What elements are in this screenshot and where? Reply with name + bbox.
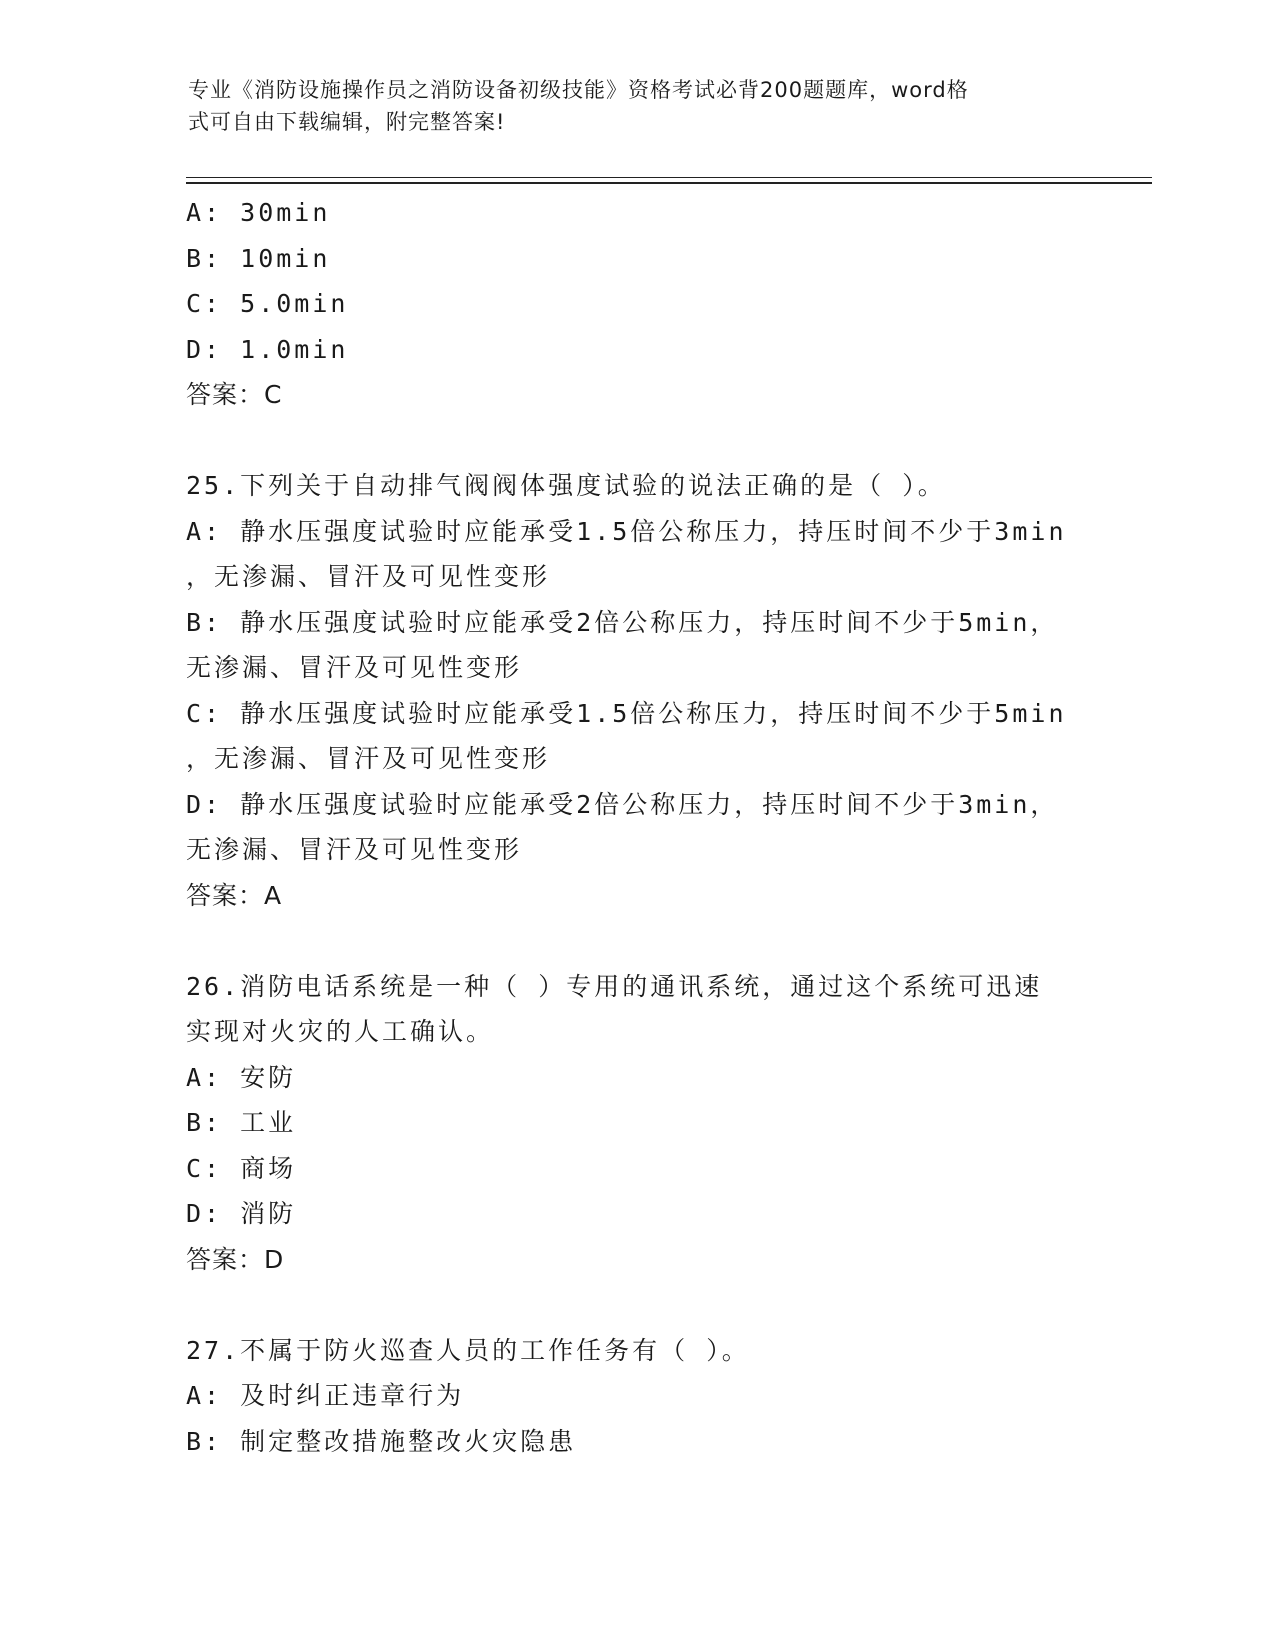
question-text: 25.下列关于自动排气阀阀体强度试验的说法正确的是（ ）。 bbox=[186, 471, 946, 500]
option-b-continued: 无渗漏、冒汗及可见性变形 bbox=[186, 653, 523, 682]
option-c-continued: ，无渗漏、冒汗及可见性变形 bbox=[186, 744, 551, 773]
option-b: B: 工业 bbox=[186, 1108, 297, 1137]
header-divider-thin bbox=[186, 177, 1152, 178]
option-d: D: 1.0min bbox=[186, 334, 349, 364]
option-d-continued: 无渗漏、冒汗及可见性变形 bbox=[186, 835, 523, 864]
header-line-2: 式可自由下载编辑，附完整答案! bbox=[188, 110, 506, 134]
option-a: A: 静水压强度试验时应能承受1.5倍公称压力，持压时间不少于3min bbox=[186, 516, 1067, 546]
option-b: B: 10min bbox=[186, 243, 331, 273]
answer-line: 答案：C bbox=[186, 380, 283, 409]
question-text: 26.消防电话系统是一种（ ）专用的通讯系统，通过这个系统可迅速 bbox=[186, 971, 1043, 1001]
question-text-continued: 实现对火灾的人工确认。 bbox=[186, 1017, 495, 1046]
option-b: B: 制定整改措施整改火灾隐患 bbox=[186, 1426, 577, 1456]
option-c: C: 静水压强度试验时应能承受1.5倍公称压力，持压时间不少于5min bbox=[186, 698, 1067, 728]
document-header bbox=[188, 74, 1068, 138]
option-c: C: 商场 bbox=[186, 1153, 297, 1183]
question-list bbox=[186, 190, 1086, 1464]
option-c: C: 5.0min bbox=[186, 289, 349, 318]
option-d: D: 消防 bbox=[186, 1199, 297, 1228]
option-a: A: 安防 bbox=[186, 1062, 297, 1092]
option-a-continued: ，无渗漏、冒汗及可见性变形 bbox=[186, 562, 551, 591]
header-divider-thick bbox=[186, 182, 1152, 184]
question-text: 27.不属于防火巡查人员的工作任务有（ ）。 bbox=[186, 1335, 750, 1365]
option-d: D: 静水压强度试验时应能承受2倍公称压力，持压时间不少于3min， bbox=[186, 789, 1059, 819]
option-a: A: 及时纠正违章行为 bbox=[186, 1381, 465, 1410]
option-a: A: 30min bbox=[186, 198, 331, 227]
header-line-1: 专业《消防设施操作员之消防设备初级技能》资格考试必背200题题库，word格 bbox=[188, 78, 969, 102]
answer-line: 答案：A bbox=[186, 880, 283, 910]
answer-line: 答案：D bbox=[186, 1244, 285, 1274]
option-b: B: 静水压强度试验时应能承受2倍公称压力，持压时间不少于5min， bbox=[186, 607, 1059, 637]
